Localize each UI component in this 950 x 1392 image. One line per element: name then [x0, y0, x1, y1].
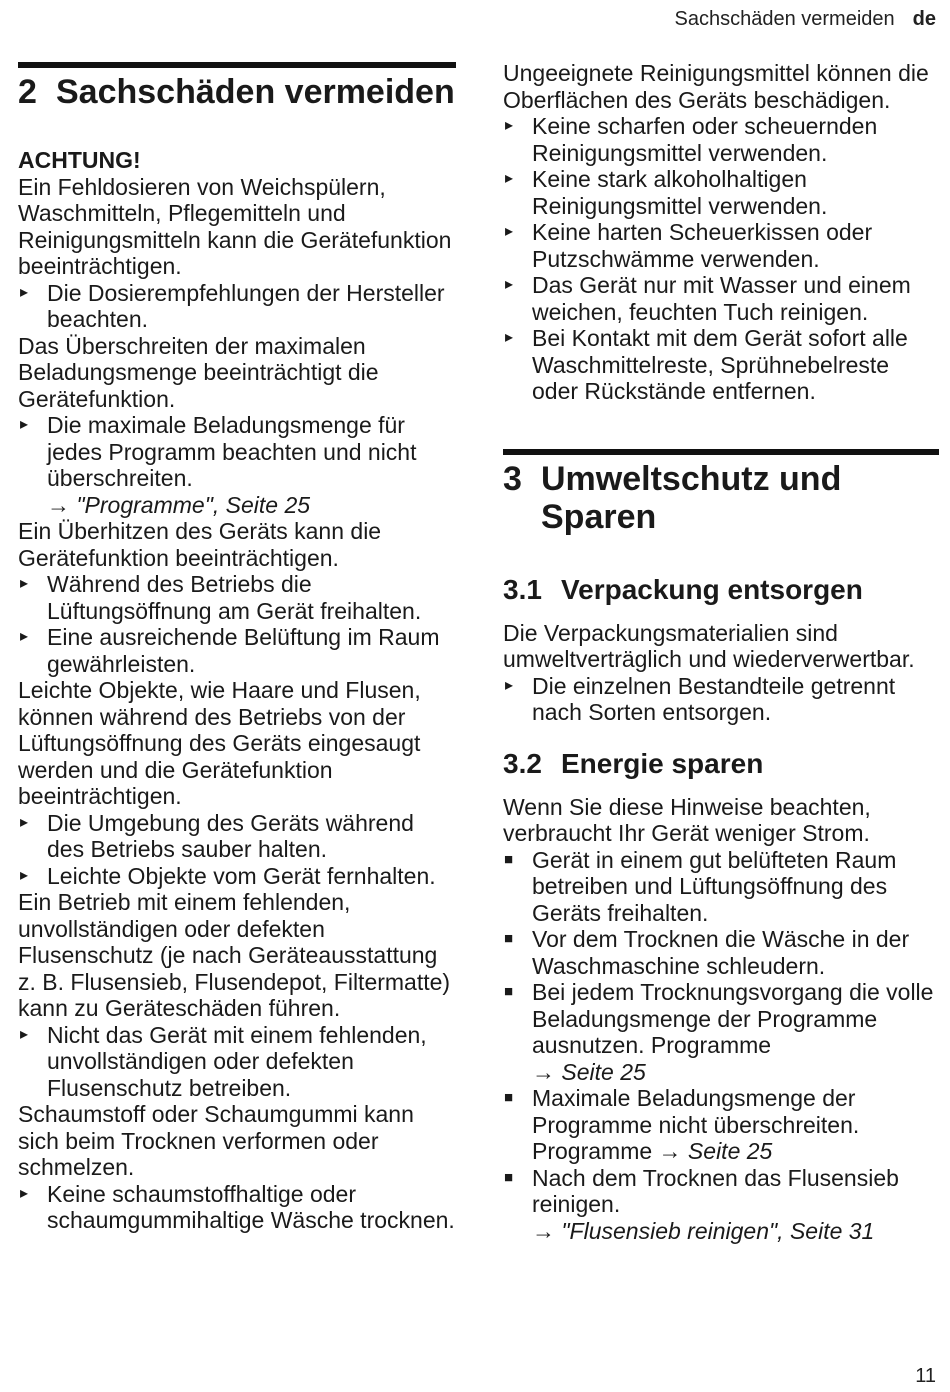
list-item: ▸ Eine ausreichende Belüftung im Raum gewährleisten.: [18, 624, 456, 677]
list-item: ▸ Bei Kontakt mit dem Gerät sofort alle Waschmittelreste, Sprühnebelreste oder Rückstände entfernen.: [503, 325, 939, 405]
list-item-text: Nach dem Trocknen das Flusensieb reinigen.: [532, 1164, 899, 1217]
header-section: Sachschäden vermeiden: [674, 8, 895, 30]
subsection-3-1-title: Verpackung entsorgen: [561, 573, 863, 605]
arrow-right-icon: →: [532, 1058, 555, 1085]
section-3-heading: [503, 449, 939, 536]
list-item: [503, 1165, 939, 1245]
cross-reference-link[interactable]: [532, 1059, 939, 1086]
list-item: ▸ Nicht das Gerät mit einem fehlenden, unvollständigen oder defekten Flusenschutz betreiben.: [18, 1022, 456, 1102]
page-number: 11: [915, 1365, 936, 1387]
paragraph: Ungeeignete Reinigungsmittel können die Oberflächen des Geräts beschädigen.: [503, 60, 929, 113]
bullet-list: [18, 412, 456, 518]
subsection-3-2-heading: [503, 748, 939, 780]
paragraph: Ein Fehldosieren von Weichspülern, Waschmitteln, Pflegemitteln und Reinigungsmitteln kann die Gerätefunktion beeinträchtigen.: [18, 173, 452, 279]
square-bullet-list: [503, 847, 939, 1245]
list-item: [503, 979, 939, 1085]
subsection-3-2-title: Energie sparen: [561, 747, 764, 779]
list-item: ▸ Keine schaumstoffhaltige oder schaumgummihaltige Wäsche trocknen.: [18, 1181, 456, 1234]
cross-reference-text: "Flusensieb reinigen", Seite 31: [555, 1217, 875, 1244]
right-column: [503, 60, 939, 1244]
left-column: [18, 62, 456, 1234]
bullet-list: [18, 280, 456, 333]
cross-reference-text: Seite 25: [681, 1138, 773, 1164]
list-item: ▸ Keine harten Scheuerkissen oder Putzschwämme verwenden.: [503, 219, 939, 272]
list-item: [503, 1085, 939, 1165]
list-item-text: Bei jedem Trocknungsvorgang die volle Beladungsmenge der Programme ausnutzen. Programme: [532, 979, 934, 1058]
paragraph: Leichte Objekte, wie Haare und Flusen, können während des Betriebs von der Lüftungsöffnung des Geräts eingesaugt werden und die Gerätefunktion beeinträchtigen.: [18, 677, 421, 809]
paragraph: Ein Überhitzen des Geräts kann die Gerätefunktion beeinträchtigen.: [18, 518, 382, 571]
section-2-heading: [18, 62, 456, 111]
list-item: [18, 412, 456, 518]
list-item-text: Maximale Beladungsmenge der Programme nicht überschreiten. Programme: [532, 1085, 860, 1164]
list-item: ▸ Die Umgebung des Geräts während des Betriebs sauber halten.: [18, 810, 456, 863]
arrow-right-icon: →: [532, 1217, 555, 1244]
subsection-3-1-heading: [503, 574, 939, 606]
header-language: de: [912, 8, 936, 30]
cross-reference-text: Seite 25: [555, 1058, 646, 1085]
bullet-list: [18, 1181, 456, 1234]
paragraph: Das Überschreiten der maximalen Beladungsmenge beeinträchtigt die Gerätefunktion.: [18, 332, 379, 412]
list-item: ▸ Das Gerät nur mit Wasser und einem weichen, feuchten Tuch reinigen.: [503, 272, 939, 325]
cross-reference-link[interactable]: [659, 1138, 773, 1164]
bullet-list: [18, 571, 456, 677]
arrow-right-icon: →: [658, 1138, 682, 1164]
running-header: [675, 8, 936, 31]
section-3-number: 3: [503, 459, 522, 498]
warning-label: ACHTUNG!: [18, 147, 141, 173]
list-item: ▸ Die einzelnen Bestandteile getrennt nach Sorten entsorgen.: [503, 673, 939, 726]
cross-reference-link[interactable]: [47, 492, 456, 519]
paragraph: Die Verpackungsmaterialien sind umweltverträglich und wiederverwertbar.: [503, 619, 915, 672]
subsection-3-1-number: 3.1: [503, 573, 542, 605]
bullet-list: [18, 810, 456, 890]
list-item: ■ Vor dem Trocknen die Wäsche in der Waschmaschine schleudern.: [503, 926, 939, 979]
subsection-3-2-number: 3.2: [503, 747, 542, 779]
list-item-text: Die maximale Beladungsmenge für jedes Programm beachten und nicht überschreiten.: [47, 412, 417, 491]
section-2-number: 2: [18, 73, 37, 111]
section-3-title: Umweltschutz und Sparen: [541, 459, 842, 536]
arrow-right-icon: →: [47, 491, 70, 518]
bullet-list: [18, 1022, 456, 1102]
cross-reference-text: "Programme", Seite 25: [70, 491, 311, 518]
bullet-list: [503, 113, 939, 405]
list-item: ▸ Während des Betriebs die Lüftungsöffnung am Gerät freihalten.: [18, 571, 456, 624]
paragraph: Wenn Sie diese Hinweise beachten, verbraucht Ihr Gerät weniger Strom.: [503, 793, 871, 846]
list-item: ▸ Keine stark alkoholhaltigen Reinigungsmittel verwenden.: [503, 166, 939, 219]
triangle-bullet-icon-item: ▸ Die Dosierempfehlungen der Hersteller beachten.: [18, 280, 456, 333]
bullet-list: [503, 673, 939, 726]
cross-reference-link[interactable]: [532, 1218, 939, 1245]
list-item: ▸ Leichte Objekte vom Gerät fernhalten.: [18, 863, 456, 890]
paragraph: Schaumstoff oder Schaumgummi kann sich beim Trocknen verformen oder schmelzen.: [18, 1101, 414, 1180]
section-2-title: Sachschäden vermeiden: [56, 73, 455, 111]
list-item: ■ Gerät in einem gut belüfteten Raum betreiben und Lüftungsöffnung des Geräts freihalten.: [503, 847, 939, 927]
list-item: ▸ Keine scharfen oder scheuernden Reinigungsmittel verwenden.: [503, 113, 939, 166]
paragraph: Ein Betrieb mit einem fehlenden, unvollständigen oder defekten Flusenschutz (je nach Geräteausstattung z. B. Flusensieb, Flusendepot, Filtermatte) kann zu Geräteschäden führen.: [18, 889, 451, 1021]
